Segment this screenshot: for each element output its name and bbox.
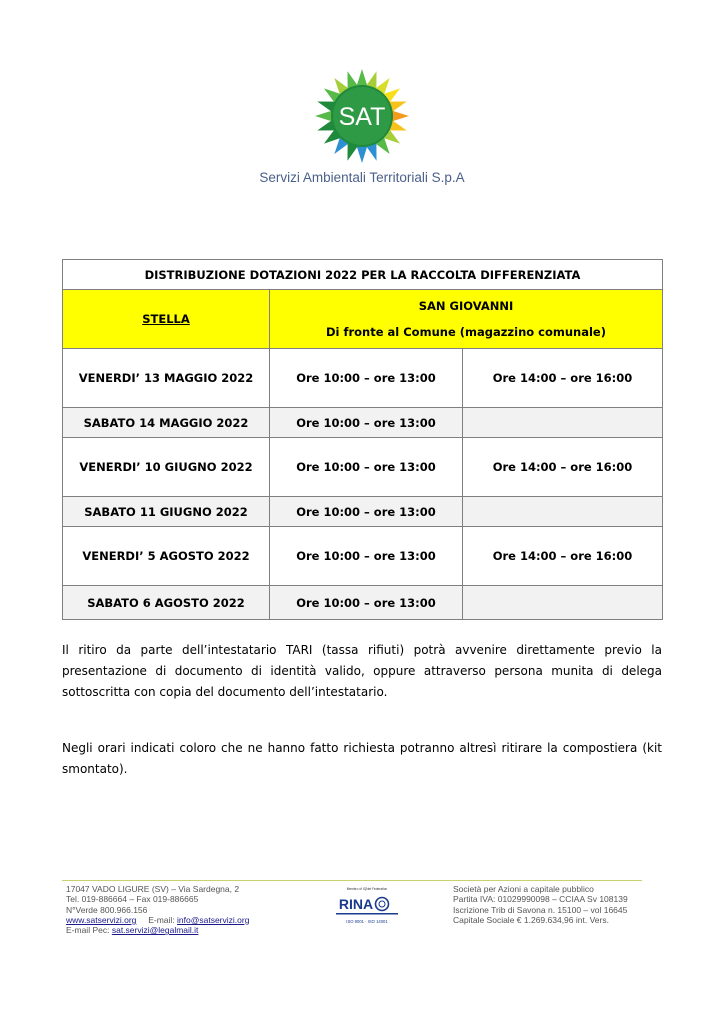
table-title: DISTRIBUZIONE DOTAZIONI 2022 PER LA RACCOLTA DIFFERENZIATA [63, 260, 663, 290]
table-row [63, 438, 663, 497]
date-cell: SABATO 6 AGOSTO 2022 [63, 586, 270, 620]
afternoon-hours [463, 408, 663, 438]
location-name: SAN GIOVANNI [418, 299, 514, 313]
table-row [63, 497, 663, 527]
municipality-header: STELLA [63, 290, 270, 349]
morning-hours: Ore 10:00 – ore 13:00 [270, 527, 463, 586]
distribution-table [62, 259, 663, 620]
footer-company-info [453, 884, 628, 925]
table-row [63, 527, 663, 586]
logo-text: SAT [338, 103, 386, 131]
footer-divider [62, 880, 642, 881]
company-type: Società per Azioni a capitale pubblico [453, 884, 594, 894]
company-name: Servizi Ambientali Territoriali S.p.A [259, 170, 465, 185]
footer-contacts [66, 884, 249, 935]
footer-toll-free: N°Verde 800.966.156 [66, 904, 148, 915]
date-cell: SABATO 14 MAGGIO 2022 [63, 408, 270, 438]
website-link[interactable]: www.satservizi.org [66, 914, 137, 925]
pickup-paragraph: Il ritiro da parte dell’intestatario TARI (tassa rifiuti) potrà avvenire direttamente previo la presentazione di documento di identità valido, oppure attraverso persona munita di delega sottoscritta con copia del documento dell’intestatario. [62, 643, 662, 699]
morning-hours: Ore 10:00 – ore 13:00 [270, 586, 463, 620]
vat-number: Partita IVA: 01029990098 – CCIAA Sv 108139 [453, 894, 628, 905]
table-row [63, 349, 663, 408]
date-cell: VENERDI’ 5 AGOSTO 2022 [63, 527, 270, 586]
table-row [63, 408, 663, 438]
rina-certification-logo [332, 885, 402, 931]
pec-label: E-mail Pec: [66, 925, 110, 936]
share-capital: Capitale Sociale € 1.269.634,96 int. Vers. [453, 914, 609, 925]
composter-paragraph: Negli orari indicati coloro che ne hanno fatto richiesta potranno altresì ritirare la compostiera (kit smontato). [62, 741, 662, 776]
svg-text:Membro of IQNet Federation: Membro of IQNet Federation [346, 887, 388, 891]
morning-hours: Ore 10:00 – ore 13:00 [270, 349, 463, 408]
afternoon-hours: Ore 14:00 – ore 16:00 [463, 527, 663, 586]
date-cell: VENERDI’ 10 GIUGNO 2022 [63, 438, 270, 497]
footer-address: 17047 VADO LIGURE (SV) – Via Sardegna, 2 [66, 884, 240, 894]
registration: Iscrizione Trib di Savona n. 15100 – vol 16645 [453, 904, 628, 915]
afternoon-hours [463, 497, 663, 527]
location-header [270, 290, 663, 349]
email-link[interactable]: info@satservizi.org [177, 914, 250, 925]
afternoon-hours [463, 586, 663, 620]
svg-text:ISO 9001 · ISO 14001: ISO 9001 · ISO 14001 [346, 919, 388, 924]
pec-link[interactable]: sat.servizi@legalmail.it [111, 925, 199, 936]
footer-phone: Tel. 019-886664 – Fax 019-886665 [66, 894, 199, 905]
location-detail: Di fronte al Comune (magazzino comunale) [325, 325, 606, 339]
sat-logo [314, 68, 410, 164]
morning-hours: Ore 10:00 – ore 13:00 [270, 497, 463, 527]
afternoon-hours: Ore 14:00 – ore 16:00 [463, 438, 663, 497]
afternoon-hours: Ore 14:00 – ore 16:00 [463, 349, 663, 408]
table-row [63, 586, 663, 620]
morning-hours: Ore 10:00 – ore 13:00 [270, 438, 463, 497]
date-cell: VENERDI’ 13 MAGGIO 2022 [63, 349, 270, 408]
date-cell: SABATO 11 GIUGNO 2022 [63, 497, 270, 527]
email-label: E-mail: [148, 914, 175, 925]
svg-text:RINA: RINA [338, 896, 374, 912]
morning-hours: Ore 10:00 – ore 13:00 [270, 408, 463, 438]
